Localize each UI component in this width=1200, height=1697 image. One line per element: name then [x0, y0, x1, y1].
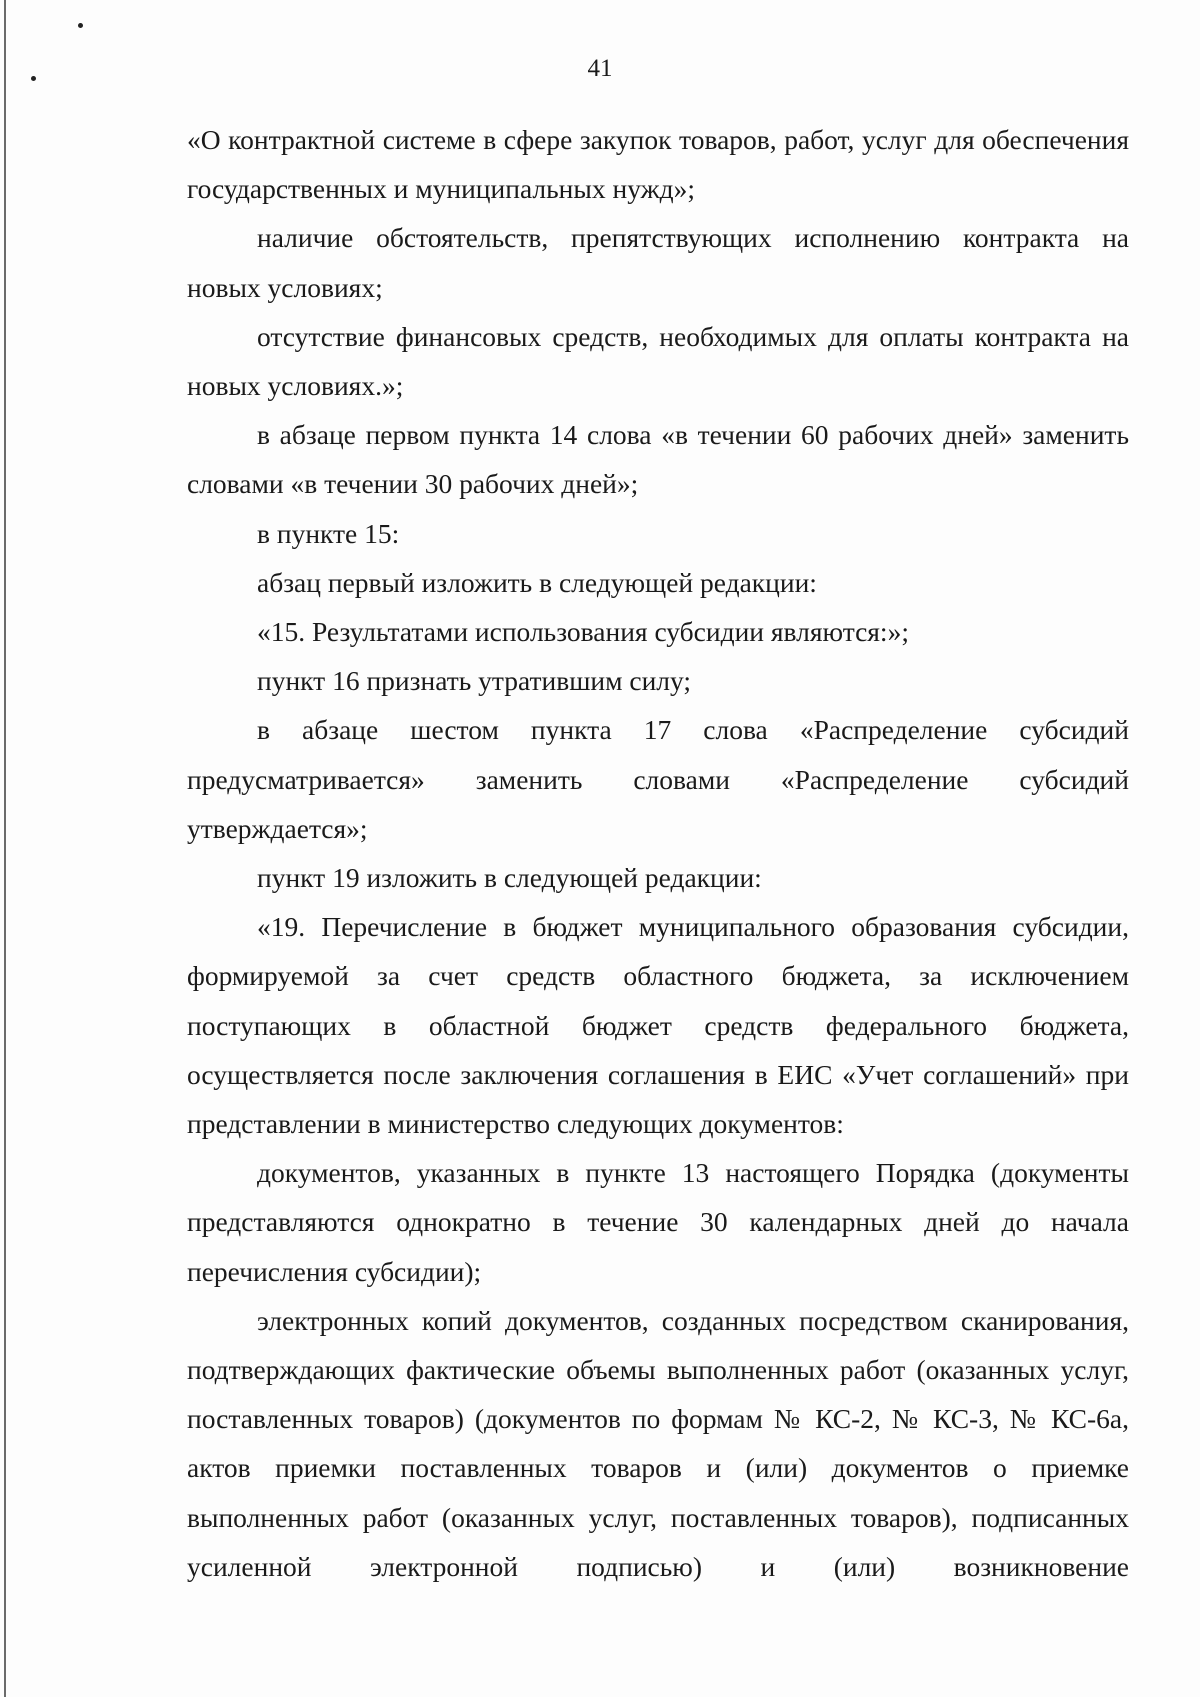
paragraph: документов, указанных в пункте 13 настоящего Порядка (документы представляются однократно в течение 30 календарных дней до начала перечисления субсидии); — [187, 1157, 1129, 1287]
paragraph: электронных копий документов, созданных посредством сканирования, подтверждающих фактические объемы выполненных работ (оказанных услуг, поставленных товаров) (документов по формам № КС-2, № КС-3, № КС-6а, актов приемки поставленных товаров и (или) документов о приемке выполненных работ (оказанных услуг, поставленных товаров), подписанных усиленной электронной подписью) и (или) возникновение — [187, 1304, 1129, 1582]
paragraph: в абзаце первом пункта 14 слова «в течении 60 рабочих дней» заменить словами «в течении 30 рабочих дней»; — [187, 419, 1129, 500]
paragraph: «О контрактной системе в сфере закупок товаров, работ, услуг для обеспечения государственных и муниципальных нужд»; — [187, 124, 1129, 205]
page-number: 41 — [587, 55, 613, 82]
paragraph: отсутствие финансовых средств, необходимых для оплаты контракта на новых условиях.»; — [187, 320, 1129, 402]
scan-speck — [78, 23, 83, 28]
paragraph: «15. Результатами использования субсидии являются:»; — [257, 616, 909, 648]
paragraph: пункт 19 изложить в следующей редакции: — [257, 862, 762, 894]
paragraph: абзац первый изложить в следующей редакции: — [257, 566, 817, 598]
paragraph: наличие обстоятельств, препятствующих исполнению контракта на новых условиях; — [187, 222, 1129, 303]
paragraph: «19. Перечисление в бюджет муниципального образования субсидии, формируемой за счет средств областного бюджета, за исключением поступающих в областной бюджет средств федерального бюджета, осуществляется после заключения соглашения в ЕИС «Учет соглашений» при представлении в министерство следующих документов: — [187, 911, 1129, 1140]
paragraph: в пункте 15: — [257, 517, 400, 549]
paragraph: в абзаце шестом пункта 17 слова «Распределение субсидий предусматривается» заменить словами «Распределение субсидий утверждается»; — [187, 714, 1129, 844]
scan-edge-line — [4, 0, 6, 1697]
paragraph: пункт 16 признать утратившим силу; — [257, 665, 692, 697]
document-body — [187, 115, 1129, 1591]
